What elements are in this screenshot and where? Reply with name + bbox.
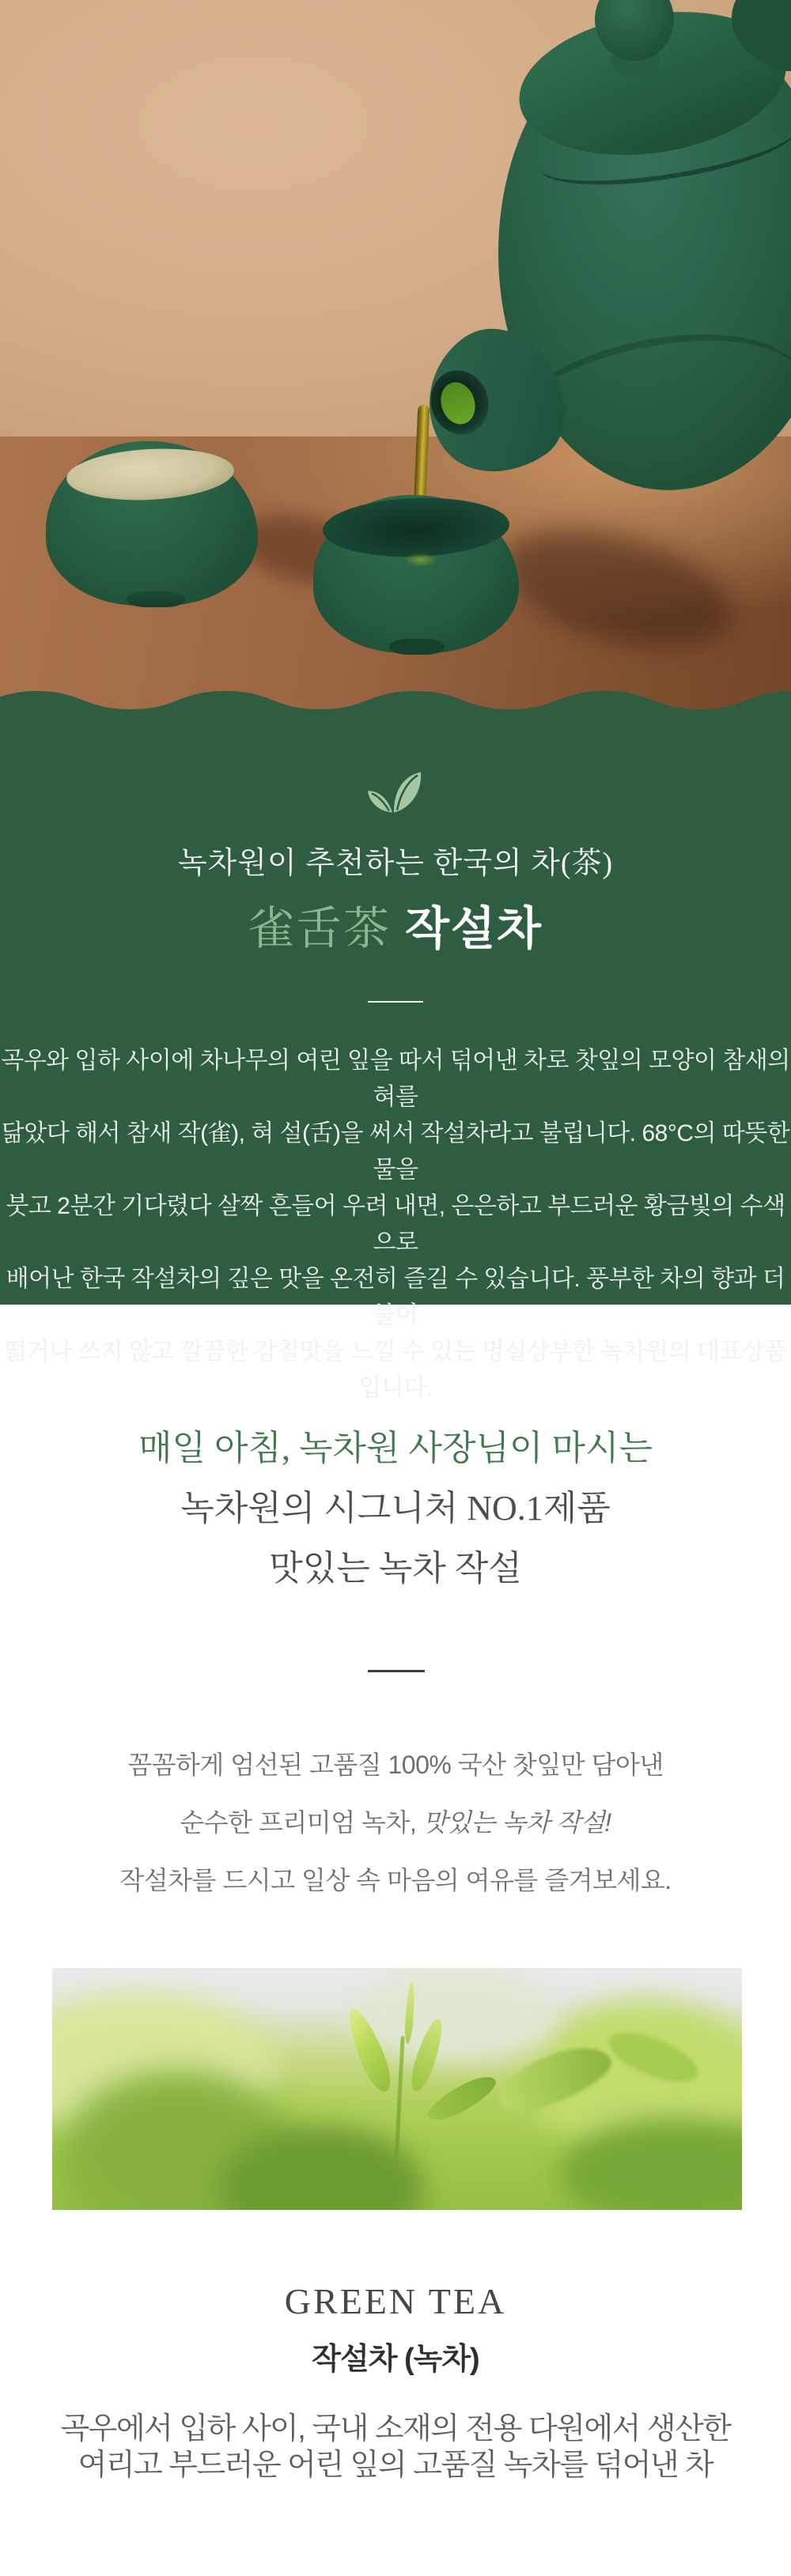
signature-body-line [0,1794,791,1852]
signature-headline [0,1418,791,1599]
cup-foot [127,591,185,607]
green-tea-info-section [0,2210,791,2576]
tea-sprig-leaf [423,2070,501,2127]
signature-body-line2-normal: 순수한 프리미엄 녹차, [180,1808,423,1837]
divider-line [368,1001,423,1003]
leaf-icon [365,771,426,814]
hero-photo-teapot-pouring [0,0,791,716]
intro-paragraph-line: 곡우와 입하 사이에 차나무의 여린 잎을 따서 덖어낸 차로 찻잎의 모양이 참새의 혀를 [1,1048,790,1110]
intro-paragraph [0,1043,791,1407]
tea-stream-splash [405,553,437,566]
signature-headline-line: 맛있는 녹차 작설 [269,1549,522,1588]
green-tea-description-line: 여리고 부드러운 어린 잎의 고품질 녹차를 덖어낸 차 [78,2449,713,2482]
divider-line [368,1670,425,1672]
intro-paragraph-line: 배어난 한국 작설차의 깊은 맛을 온전히 즐길 수 있습니다. 풍부한 차의 향과 더불어 [6,1266,785,1328]
green-tea-description-line: 곡우에서 입하 사이, 국내 소재의 전용 다원에서 생산한 [60,2412,731,2446]
green-tea-subtitle: 작설차 (녹차) [312,2343,479,2376]
cup-foot [389,639,445,655]
wavy-top-edge [0,676,791,712]
signature-body-line: 꼼꼼하게 엄선된 고품질 100% 국산 찻잎만 담아낸 [127,1751,664,1779]
tea-cup-left [46,441,258,606]
intro-title [0,897,791,961]
intro-title-hanja: 雀舌茶 [248,903,391,954]
intro-section [0,676,791,1401]
intro-eyebrow: 녹차원이 추천하는 한국의 차(茶) [177,847,614,880]
intro-paragraph-line: 붓고 2분간 기다렸다 살짝 흔들어 우려 내면, 은은하고 부드러운 황금빛의 수색으로 [6,1193,785,1256]
signature-body-line: 작설차를 드시고 일상 속 마음의 여유를 즐겨보세요. [119,1866,672,1894]
signature-body [0,1736,791,1909]
tea-field-photo [52,1968,742,2210]
intro-paragraph-line: 닮았다 해서 참새 작(雀), 혀 설(舌)을 써서 작설차라고 불립니다. 68°C의 따뜻한 물을 [1,1120,790,1183]
green-tea-description [0,2411,791,2483]
intro-title-korean: 작설차 [404,903,543,954]
signature-body-line2-italic: 맛있는 녹차 작설! [422,1808,611,1837]
green-tea-title: GREEN TEA [284,2281,507,2321]
intro-paragraph-line: 떫거나 쓰지 않고 깔끔한 감칠맛을 느낄 수 있는 명실상부한 녹차원의 대표상품입니다. [4,1339,787,1401]
signature-headline-line: 녹차원의 시그니처 NO.1제품 [180,1489,611,1528]
tea-cup-right [313,495,519,653]
bokeh-blob [353,1968,558,2063]
signature-headline-green: 매일 아침, 녹차원 사장님이 마시는 [138,1429,653,1467]
